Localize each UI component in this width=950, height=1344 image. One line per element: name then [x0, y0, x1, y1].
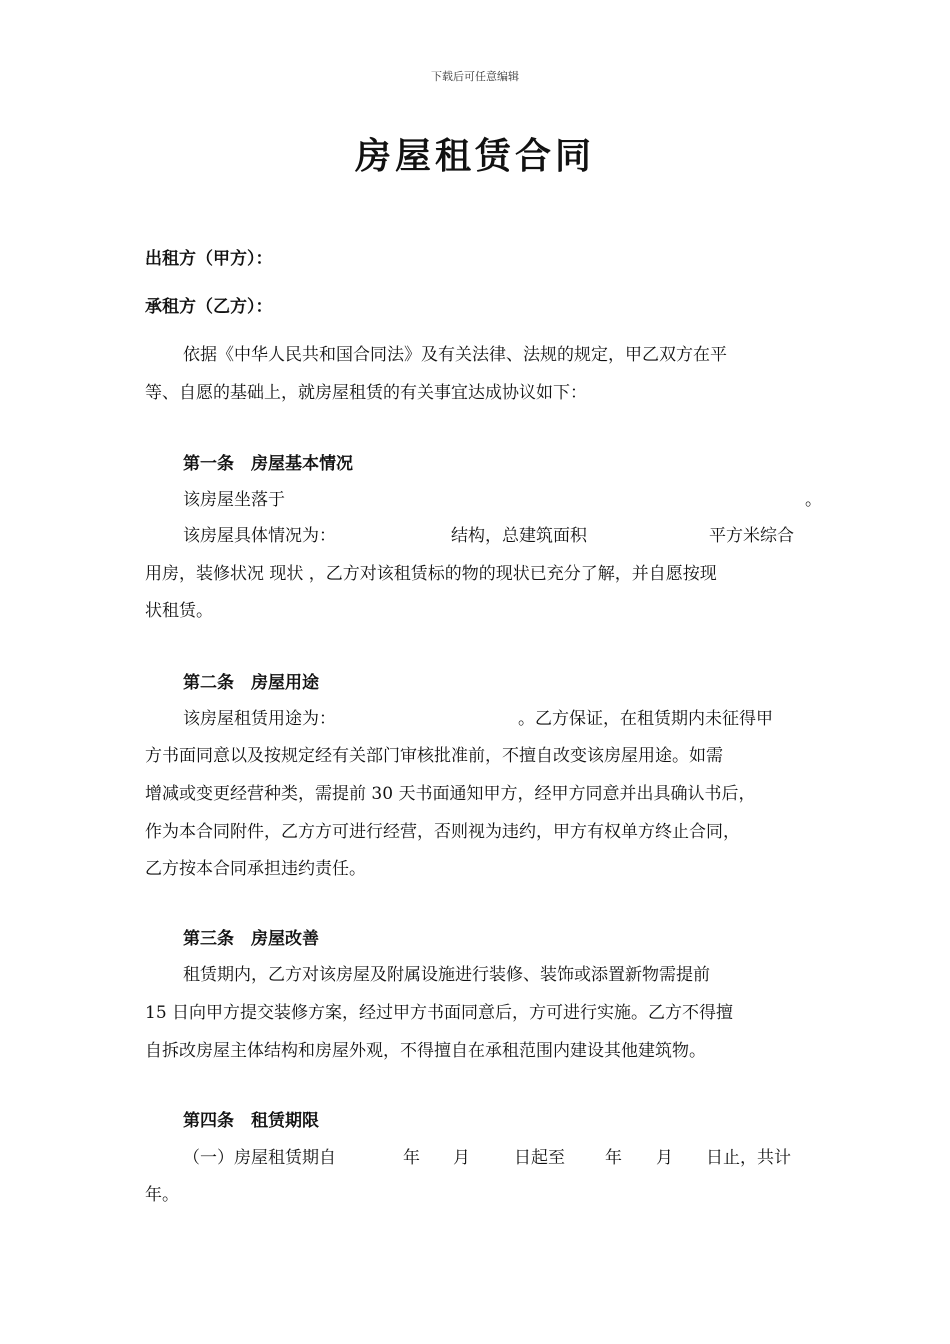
contract-title: 房屋租赁合同 [354, 135, 595, 177]
location-label: 该房屋坐落于 [183, 490, 285, 510]
detail-b: 结构，总建筑面积 [451, 526, 587, 546]
article-3-line-2: 15 日向甲方提交装修方案，经过甲方书面同意后，方可进行实施。乙方不得擅 [145, 1003, 734, 1023]
article-3-heading: 第三条 房屋改善 [183, 929, 319, 949]
term-day-1: 日起至 [514, 1148, 565, 1168]
term-month-2: 月 [656, 1148, 673, 1168]
article-2-use [183, 708, 810, 730]
article-1-line-3: 状租赁。 [145, 601, 213, 621]
article-4-term [183, 1147, 810, 1169]
preamble-line-1: 依据《中华人民共和国合同法》及有关法律、法规的规定，甲乙双方在平 [183, 345, 727, 365]
term-day-2: 日止，共计 [706, 1148, 791, 1168]
term-month-1: 月 [453, 1148, 470, 1168]
article-1-heading: 第一条 房屋基本情况 [183, 454, 353, 474]
article-1-line-2: 用房，装修状况 现状 ，乙方对该租赁标的物的现状已充分了解，并自愿按现 [145, 564, 717, 584]
article-2-line-5: 乙方按本合同承担违约责任。 [145, 859, 366, 879]
article-1-location [183, 489, 822, 511]
lessor-label: 出租方（甲方）： [145, 249, 273, 269]
article-1-detail [183, 525, 810, 547]
article-3-line-3: 自拆改房屋主体结构和房屋外观，不得擅自在承租范围内建设其他建筑物。 [145, 1041, 706, 1061]
term-year-2: 年 [605, 1148, 622, 1168]
preamble-line-2: 等、自愿的基础上，就房屋租赁的有关事宜达成协议如下： [145, 383, 587, 403]
term-prefix: （一）房屋租赁期自 [183, 1148, 336, 1168]
article-2-line-4: 作为本合同附件，乙方方可进行经营，否则视为违约，甲方有权单方终止合同， [145, 822, 740, 842]
article-4-line-2: 年。 [145, 1185, 179, 1205]
article-2-line-2: 方书面同意以及按规定经有关部门审核批准前，不擅自改变该房屋用途。如需 [145, 746, 723, 766]
use-label: 该房屋租赁用途为： [183, 709, 336, 729]
article-4-heading: 第四条 租赁期限 [183, 1111, 319, 1131]
article-2-line-3: 增减或变更经营种类，需提前 30 天书面通知甲方，经甲方同意并出具确认书后， [145, 784, 756, 804]
article-3-line-1: 租赁期内，乙方对该房屋及附属设施进行装修、装饰或添置新物需提前 [183, 965, 710, 985]
header-note: 下载后可任意编辑 [431, 70, 519, 83]
lessee-label: 承租方（乙方）： [145, 297, 273, 317]
detail-a: 该房屋具体情况为： [183, 526, 336, 546]
article-2-heading: 第二条 房屋用途 [183, 673, 319, 693]
use-rest: 。乙方保证，在租赁期内未征得甲 [518, 709, 773, 729]
term-year-1: 年 [403, 1148, 420, 1168]
detail-c: 平方米综合 [709, 526, 794, 546]
location-end: 。 [805, 490, 822, 510]
